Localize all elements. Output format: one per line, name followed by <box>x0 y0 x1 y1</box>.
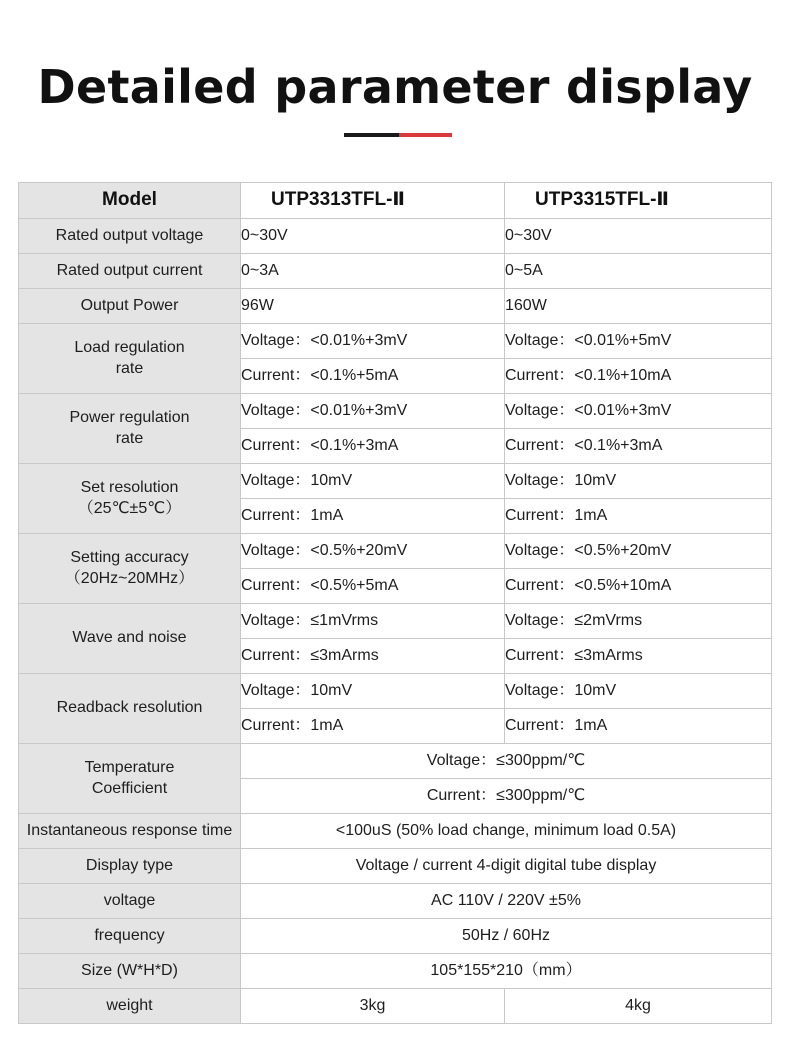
page-title: Detailed parameter display <box>37 60 753 114</box>
cell-value: Voltage：10mV <box>241 464 505 499</box>
table-row <box>19 849 772 884</box>
row-label <box>19 394 241 464</box>
row-label-line: Load regulation <box>74 338 185 356</box>
cell-value: Current：1mA <box>505 499 772 534</box>
cell-value: Voltage：≤300ppm/℃ <box>241 744 772 779</box>
cell-value: Voltage：<0.01%+3mV <box>241 394 505 429</box>
cell-value: Voltage：<0.01%+3mV <box>241 324 505 359</box>
table-row <box>19 604 772 639</box>
row-label: voltage <box>19 884 241 919</box>
row-label: frequency <box>19 919 241 954</box>
row-label: Size (W*H*D) <box>19 954 241 989</box>
table-row <box>19 674 772 709</box>
cell-value: 4kg <box>505 989 772 1024</box>
cell-value: <100uS (50% load change, minimum load 0.5A) <box>241 814 772 849</box>
table-row <box>19 394 772 429</box>
cell-value: Voltage：<0.5%+20mV <box>241 534 505 569</box>
row-label-line: （25℃±5℃） <box>77 499 182 517</box>
table-header-row <box>19 183 772 219</box>
cell-value: Current：1mA <box>241 499 505 534</box>
cell-value: Current：≤3mArms <box>505 639 772 674</box>
cell-value: 0~3A <box>241 254 505 289</box>
cell-value: Voltage：10mV <box>241 674 505 709</box>
row-label <box>19 324 241 394</box>
cell-value: 50Hz / 60Hz <box>241 919 772 954</box>
cell-value: 96W <box>241 289 505 324</box>
cell-value: 3kg <box>241 989 505 1024</box>
cell-value: 105*155*210（mm） <box>241 954 772 989</box>
cell-value: 160W <box>505 289 772 324</box>
table-row <box>19 954 772 989</box>
cell-value: Current：1mA <box>505 709 772 744</box>
cell-value: Voltage：<0.01%+3mV <box>505 394 772 429</box>
cell-value: 0~30V <box>505 219 772 254</box>
cell-value: Current：<0.1%+3mA <box>241 429 505 464</box>
title-underline-red <box>399 133 452 137</box>
cell-value: 0~30V <box>241 219 505 254</box>
row-label-line: rate <box>115 429 144 447</box>
row-label-line: Power regulation <box>69 408 190 426</box>
row-label: Wave and noise <box>19 604 241 674</box>
row-label-line: Coefficient <box>91 779 168 797</box>
row-label: Output Power <box>19 289 241 324</box>
cell-value: Voltage：10mV <box>505 464 772 499</box>
cell-value: Current：1mA <box>241 709 505 744</box>
spec-table <box>18 182 772 1024</box>
cell-value: Current：<0.1%+5mA <box>241 359 505 394</box>
header-model-b: UTP3315TFL-Ⅱ <box>505 183 772 219</box>
row-label-line: （20Hz~20MHz） <box>64 569 195 587</box>
header-model: Model <box>19 183 241 219</box>
cell-value: AC 110V / 220V ±5% <box>241 884 772 919</box>
row-label: Rated output current <box>19 254 241 289</box>
table-row <box>19 219 772 254</box>
row-label <box>19 464 241 534</box>
table-row <box>19 534 772 569</box>
row-label-line: Set resolution <box>80 478 179 496</box>
row-label-line: Setting accuracy <box>70 548 189 566</box>
cell-value: Voltage：10mV <box>505 674 772 709</box>
cell-value: Voltage：<0.01%+5mV <box>505 324 772 359</box>
table-row <box>19 464 772 499</box>
table-row <box>19 814 772 849</box>
row-label: Readback resolution <box>19 674 241 744</box>
cell-value: 0~5A <box>505 254 772 289</box>
cell-value: Current：<0.5%+5mA <box>241 569 505 604</box>
row-label <box>19 534 241 604</box>
table-row <box>19 254 772 289</box>
cell-value: Voltage：<0.5%+20mV <box>505 534 772 569</box>
cell-value: Current：≤300ppm/℃ <box>241 779 772 814</box>
cell-value: Current：<0.1%+3mA <box>505 429 772 464</box>
row-label: Display type <box>19 849 241 884</box>
row-label-line: rate <box>115 359 144 377</box>
row-label: Instantaneous response time <box>19 814 241 849</box>
row-label-line: Temperature <box>84 758 175 776</box>
title-underline-dark <box>344 133 399 137</box>
table-row <box>19 744 772 779</box>
table-row <box>19 989 772 1024</box>
row-label: weight <box>19 989 241 1024</box>
table-row <box>19 919 772 954</box>
cell-value: Current：<0.1%+10mA <box>505 359 772 394</box>
table-row <box>19 884 772 919</box>
row-label: Rated output voltage <box>19 219 241 254</box>
row-label <box>19 744 241 814</box>
cell-value: Voltage：≤1mVrms <box>241 604 505 639</box>
cell-value: Current：<0.5%+10mA <box>505 569 772 604</box>
table-row <box>19 324 772 359</box>
cell-value: Voltage / current 4-digit digital tube display <box>241 849 772 884</box>
cell-value: Current：≤3mArms <box>241 639 505 674</box>
table-row <box>19 289 772 324</box>
header-model-a: UTP3313TFL-Ⅱ <box>241 183 505 219</box>
cell-value: Voltage：≤2mVrms <box>505 604 772 639</box>
